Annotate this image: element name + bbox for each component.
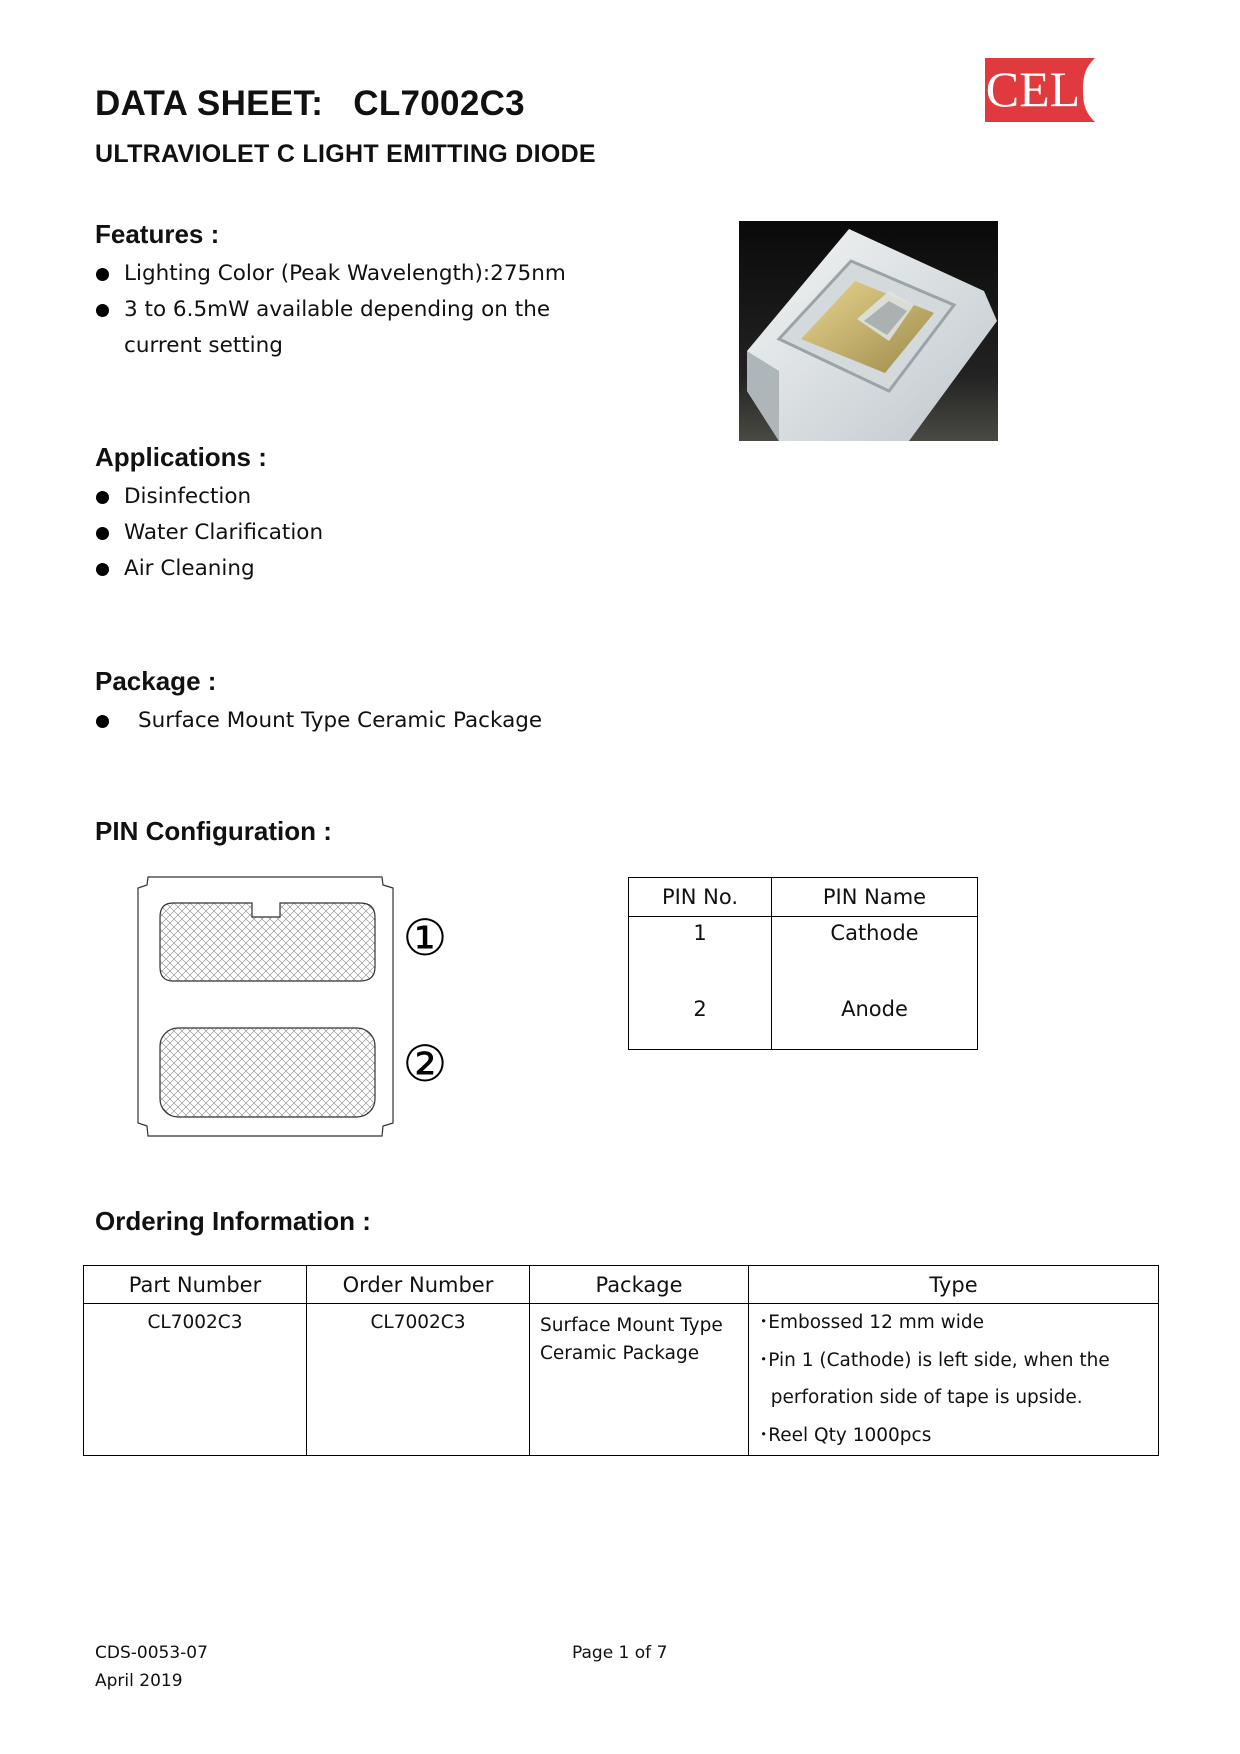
feature-item: 3 to 6.5mW available depending on the — [95, 292, 566, 328]
type-line: ･Embossed 12 mm wide — [759, 1312, 985, 1333]
features-heading: Features : — [95, 219, 220, 249]
order-number-header: Order Number — [307, 1266, 530, 1304]
table-row — [84, 1304, 1159, 1456]
package-header: Package — [530, 1266, 749, 1304]
pin-diagram — [130, 875, 460, 1145]
page-subtitle: ULTRAVIOLET C LIGHT EMITTING DIODE — [95, 140, 596, 168]
table-row — [629, 917, 978, 998]
applications-heading: Applications : — [95, 442, 267, 472]
ordering-table — [83, 1265, 1159, 1456]
doc-date: April 2019 — [95, 1671, 183, 1691]
package-heading: Package : — [95, 666, 217, 696]
doc-id: CDS-0053-07 — [95, 1643, 208, 1663]
type-cell — [749, 1304, 1159, 1456]
package-line: Surface Mount Type — [540, 1315, 723, 1336]
type-line: ･Pin 1 (Cathode) is left side, when the — [759, 1349, 1110, 1371]
pin-no-cell: 2 — [629, 997, 772, 1050]
pin-table — [628, 877, 978, 1050]
product-photo — [739, 221, 998, 441]
application-item: Disinfection — [95, 479, 323, 515]
package-item: Surface Mount Type Ceramic Package — [95, 703, 542, 739]
pin-name-header: PIN Name — [772, 878, 978, 917]
type-line: ･Reel Qty 1000pcs — [759, 1424, 932, 1446]
package-list — [95, 703, 542, 739]
pin-1-label: ① — [402, 909, 448, 967]
type-line: perforation side of tape is upside. — [759, 1387, 1083, 1408]
logo-text: CEL — [985, 61, 1081, 117]
part-number-header: Part Number — [84, 1266, 307, 1304]
pin-no-cell: 1 — [629, 917, 772, 998]
application-item: Air Cleaning — [95, 551, 323, 587]
pin-config-heading: PIN Configuration : — [95, 816, 332, 846]
ordering-heading: Ordering Information : — [95, 1206, 371, 1236]
pin-name-cell: Anode — [772, 997, 978, 1050]
package-line: Ceramic Package — [540, 1343, 700, 1364]
cel-logo — [985, 58, 1095, 122]
page-title: DATA SHEET: CL7002C3 — [95, 84, 525, 123]
pin-name-cell: Cathode — [772, 917, 978, 998]
pin-no-header: PIN No. — [629, 878, 772, 917]
applications-list — [95, 479, 323, 587]
type-header: Type — [749, 1266, 1159, 1304]
feature-item-continuation: current setting — [124, 333, 283, 358]
part-number-cell: CL7002C3 — [84, 1304, 307, 1456]
order-number-cell: CL7002C3 — [307, 1304, 530, 1456]
application-item: Water Clarification — [95, 515, 323, 551]
page-number: Page 1 of 7 — [572, 1643, 668, 1663]
table-row — [629, 997, 978, 1050]
features-list — [95, 256, 566, 364]
package-cell — [530, 1304, 749, 1456]
feature-item: Lighting Color (Peak Wavelength):275nm — [95, 256, 566, 292]
pin-2-label: ② — [402, 1035, 448, 1093]
